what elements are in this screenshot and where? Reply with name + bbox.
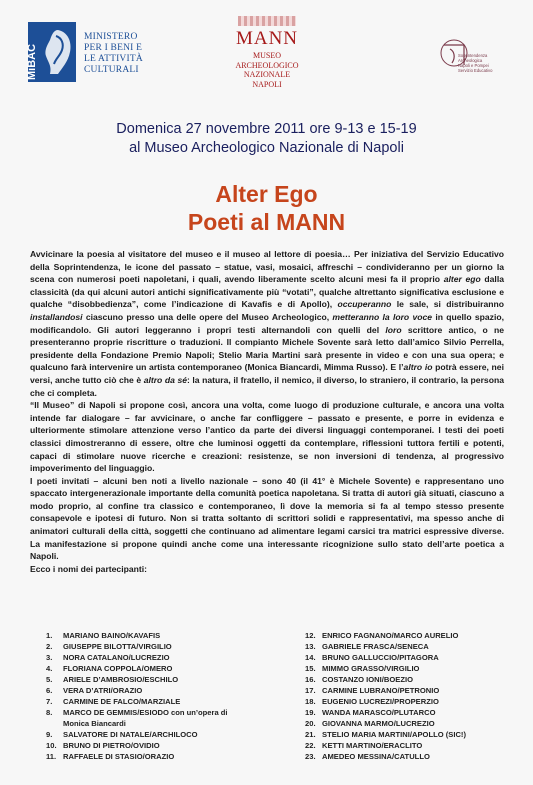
paragraph-poets: I poeti invitati – alcuni ben noti a livello nazionale – sono 40 (il 41° è Michele Sovente) e rappresentano uno spaccato intergenerazionale importante della comunità poetica napoletana. Si tratta di autori già situati, ciascuno a modo proprio, al confine tra classico e contemporaneo, lì dove la memoria si fa al tempo stesso presente consapevole e ipotesi di futuro. Non si tratta soltanto di scrittori solidi e rappresentativi, ma spesso anche di animatori culturali della città, soggetti che continuano ad alimentare legami carsici tra matrici espressive diverse. La manifestazione si propone quindi anche come una interessante ricognizione sullo stato dell’arte poetica a Napoli. <box>30 475 504 562</box>
participant-number: 7. <box>46 697 53 706</box>
paragraph-intro-segment: altro da sé <box>143 374 187 385</box>
participant-item <box>46 707 271 729</box>
participant-name: ARIELE D’AMBROSIO/ESCHILO <box>63 675 179 684</box>
participant-item <box>46 740 271 751</box>
paragraph-intro-segment: potrà essere, nei versi, anche tutto ciò che è <box>30 362 504 385</box>
participant-item <box>305 663 515 674</box>
participant-item <box>46 652 271 663</box>
paragraph-intro-segment: Avvicinare la poesia al visitatore del museo e il museo al lettore di poesia… Per iniziativa del Servizio Educativo della Soprintendenza, le icone del passato – statue, vasi, mosaici, affreschi – condivideranno per un giorno la scena con numerosi poeti napoletani, i quali, avendo liberamente scelto alcuni mesi fa il proprio <box>30 249 504 285</box>
paragraph-intro <box>30 248 504 399</box>
participant-item <box>46 674 271 685</box>
participant-number: 16. <box>305 675 316 684</box>
paragraph-intro-segment: installandosi <box>30 311 83 322</box>
participant-item <box>46 630 271 641</box>
participant-name: CARMINE LUBRANO/PETRONIO <box>322 686 440 695</box>
event-date: Domenica 27 novembre 2011 ore 9-13 e 15-19 <box>116 121 417 137</box>
participant-number: 13. <box>305 642 316 651</box>
participant-item <box>305 696 515 707</box>
title-line-1: Alter Ego <box>215 181 318 207</box>
participant-number: 9. <box>46 730 53 739</box>
mann-subtitle: MUSEO ARCHEOLOGICO NAZIONALE NAPOLI <box>235 51 299 89</box>
participants-list-left <box>46 630 271 762</box>
participant-item <box>46 663 271 674</box>
participant-name: FLORIANA COPPOLA/OMERO <box>63 664 173 673</box>
paragraph-intro-segment: alter ego <box>443 274 481 285</box>
participants-intro: Ecco i nomi dei partecipanti: <box>30 563 147 574</box>
paragraph-museum: “Il Museo” di Napoli si propone così, ancora una volta, come luogo di produzione culturale, e ancora una volta intende far dialogare – far avvicinare, o anche far confliggere – passato e presente, e porre in evidenza e ulteriormente stimolare attenzione verso l’antico da parte dei diversi linguaggi contemporanei. I testi dei poeti classici dimostreranno di essere, oltre che luminosi oggetti da contemplare, riflessioni tuttora fertili e potenti, capaci di stimolare nuove ricerche e creazioni: resistenze, se non inversioni di tendenza, al progressivo impoverimento del linguaggio. <box>30 400 504 474</box>
participant-item <box>305 685 515 696</box>
paragraph-intro-segment: dalla classicità (da qui alcuni autori antichi significativamente più “votati”, qualche altrettanto significativa esclusione e qualche “disobbedienza”, come l’indicazione di Kavafis e di Apollo), <box>30 274 504 310</box>
participant-number: 11. <box>46 752 57 761</box>
participant-name: WANDA MARASCO/PLUTARCO <box>322 708 436 717</box>
participant-item <box>305 652 515 663</box>
soprintendenza-logo <box>420 35 510 95</box>
participant-name: SALVATORE DI NATALE/ARCHILOCO <box>63 730 198 739</box>
participant-item <box>305 707 515 718</box>
participant-number: 21. <box>305 730 316 739</box>
participant-name: GIUSEPPE BILOTTA/VIRGILIO <box>63 642 172 651</box>
participant-number: 20. <box>305 719 316 728</box>
soprintendenza-name: Soprintendenza Archeologica Napoli e Pompei Servizio Educativo <box>458 53 493 73</box>
participant-item <box>46 751 271 762</box>
participant-number: 18. <box>305 697 316 706</box>
participant-number: 22. <box>305 741 316 750</box>
participant-number: 1. <box>46 631 53 640</box>
participant-number: 3. <box>46 653 53 662</box>
participant-name: GABRIELE FRASCA/SENECA <box>322 642 429 651</box>
participant-name: GIOVANNA MARMO/LUCREZIO <box>322 719 435 728</box>
participant-number: 12. <box>305 631 316 640</box>
participant-name: AMEDEO MESSINA/CATULLO <box>322 752 430 761</box>
participant-item <box>46 729 271 740</box>
participant-number: 4. <box>46 664 53 673</box>
participant-name: BRUNO DI PIETRO/OVIDIO <box>63 741 160 750</box>
participant-name: MIMMO GRASSO/VIRGILIO <box>322 664 420 673</box>
mibac-logo <box>28 18 168 88</box>
participant-number: 14. <box>305 653 316 662</box>
participant-item <box>46 641 271 652</box>
participant-item <box>46 696 271 707</box>
participant-name: KETTI MARTINO/ERACLITO <box>322 741 423 750</box>
participant-name: COSTANZO IONI/BOEZIO <box>322 675 413 684</box>
participant-item <box>46 685 271 696</box>
title-line-2: Poeti al MANN <box>187 209 346 235</box>
participant-name: ENRICO FAGNANO/MARCO AURELIO <box>322 631 459 640</box>
mibac-name: MINISTERO PER I BENI E LE ATTIVITÀ CULTURALI <box>84 32 143 75</box>
paragraph-intro-segment: scrittore antico, o ne presenteranno proprie riscritture o traduzioni. Il compianto Michele Sovente sarà letto dall’amico Silvio Perrella, presidente della Fondazione Premio Napoli; Stelio Maria Martini sarà presente in video e con una sua opera; e qualcuno farà intervenire un artista contemporaneo (Monica Biancardi, Mimma Russo). E l’ <box>30 324 504 373</box>
paragraph-intro-segment: occuperanno <box>337 299 392 310</box>
paragraph-intro-segment: loro <box>385 324 402 335</box>
mibac-mark-letters: MiBAC <box>26 43 38 80</box>
mibac-mark-icon <box>28 22 76 82</box>
mann-frieze-icon <box>238 16 296 26</box>
participant-item <box>305 674 515 685</box>
paragraph-intro-segment: in quello spazio, modificandolo. Gli autori leggeranno i propri testi alternandoli con quelli del <box>30 311 504 335</box>
participant-name: BRUNO GALLUCCIO/PITAGORA <box>322 653 439 662</box>
participant-name: STELIO MARIA MARTINI/APOLLO (SIC!) <box>322 730 466 739</box>
participants-list-right <box>305 630 515 762</box>
participant-name: MARCO DE GEMMIS/ESIODO con un’opera di <box>63 708 228 717</box>
paragraph-intro-segment: le sale, si distribuiranno <box>391 299 504 310</box>
participant-item <box>305 641 515 652</box>
paragraph-intro-segment: : la natura, il fratello, il nemico, il diverso, lo straniero, il contrario, la persona che ci completa. <box>30 374 504 398</box>
participant-number: 15. <box>305 664 316 673</box>
participant-name: CARMINE DE FALCO/MARZIALE <box>63 697 181 706</box>
participant-item <box>305 718 515 729</box>
participant-name: RAFFAELE DI STASIO/ORAZIO <box>63 752 175 761</box>
paragraph-intro-segment: ciascuno presso una delle opere del Museo Archeologico, <box>82 311 333 322</box>
participant-name: NORA CATALANO/LUCREZIO <box>63 653 170 662</box>
paragraph-intro-segment: altro io <box>403 362 433 373</box>
participant-name: VERA D’ATRI/ORAZIO <box>63 686 143 695</box>
participant-name: EUGENIO LUCREZI/PROPERZIO <box>322 697 439 706</box>
mann-logo <box>232 16 302 96</box>
participant-number: 2. <box>46 642 53 651</box>
participant-item <box>305 729 515 740</box>
participant-number: 23. <box>305 752 316 761</box>
description-text <box>30 248 504 575</box>
event-title <box>0 180 533 236</box>
participant-number: 17. <box>305 686 316 695</box>
paragraph-intro-segment: metteranno la loro voce <box>332 311 433 322</box>
participant-item <box>305 630 515 641</box>
participant-number: 5. <box>46 675 53 684</box>
participant-number: 19. <box>305 708 316 717</box>
participant-item <box>305 751 515 762</box>
participant-name-continued: Monica Biancardi <box>63 719 126 728</box>
participant-number: 8. <box>46 708 53 717</box>
participant-number: 10. <box>46 741 57 750</box>
participant-name: MARIANO BAINO/KAVAFIS <box>63 631 161 640</box>
event-place: al Museo Archeologico Nazionale di Napoli <box>129 140 404 156</box>
mann-wordmark: MANN <box>235 28 299 49</box>
event-date-place <box>0 120 533 158</box>
participant-number: 6. <box>46 686 53 695</box>
participant-item <box>305 740 515 751</box>
